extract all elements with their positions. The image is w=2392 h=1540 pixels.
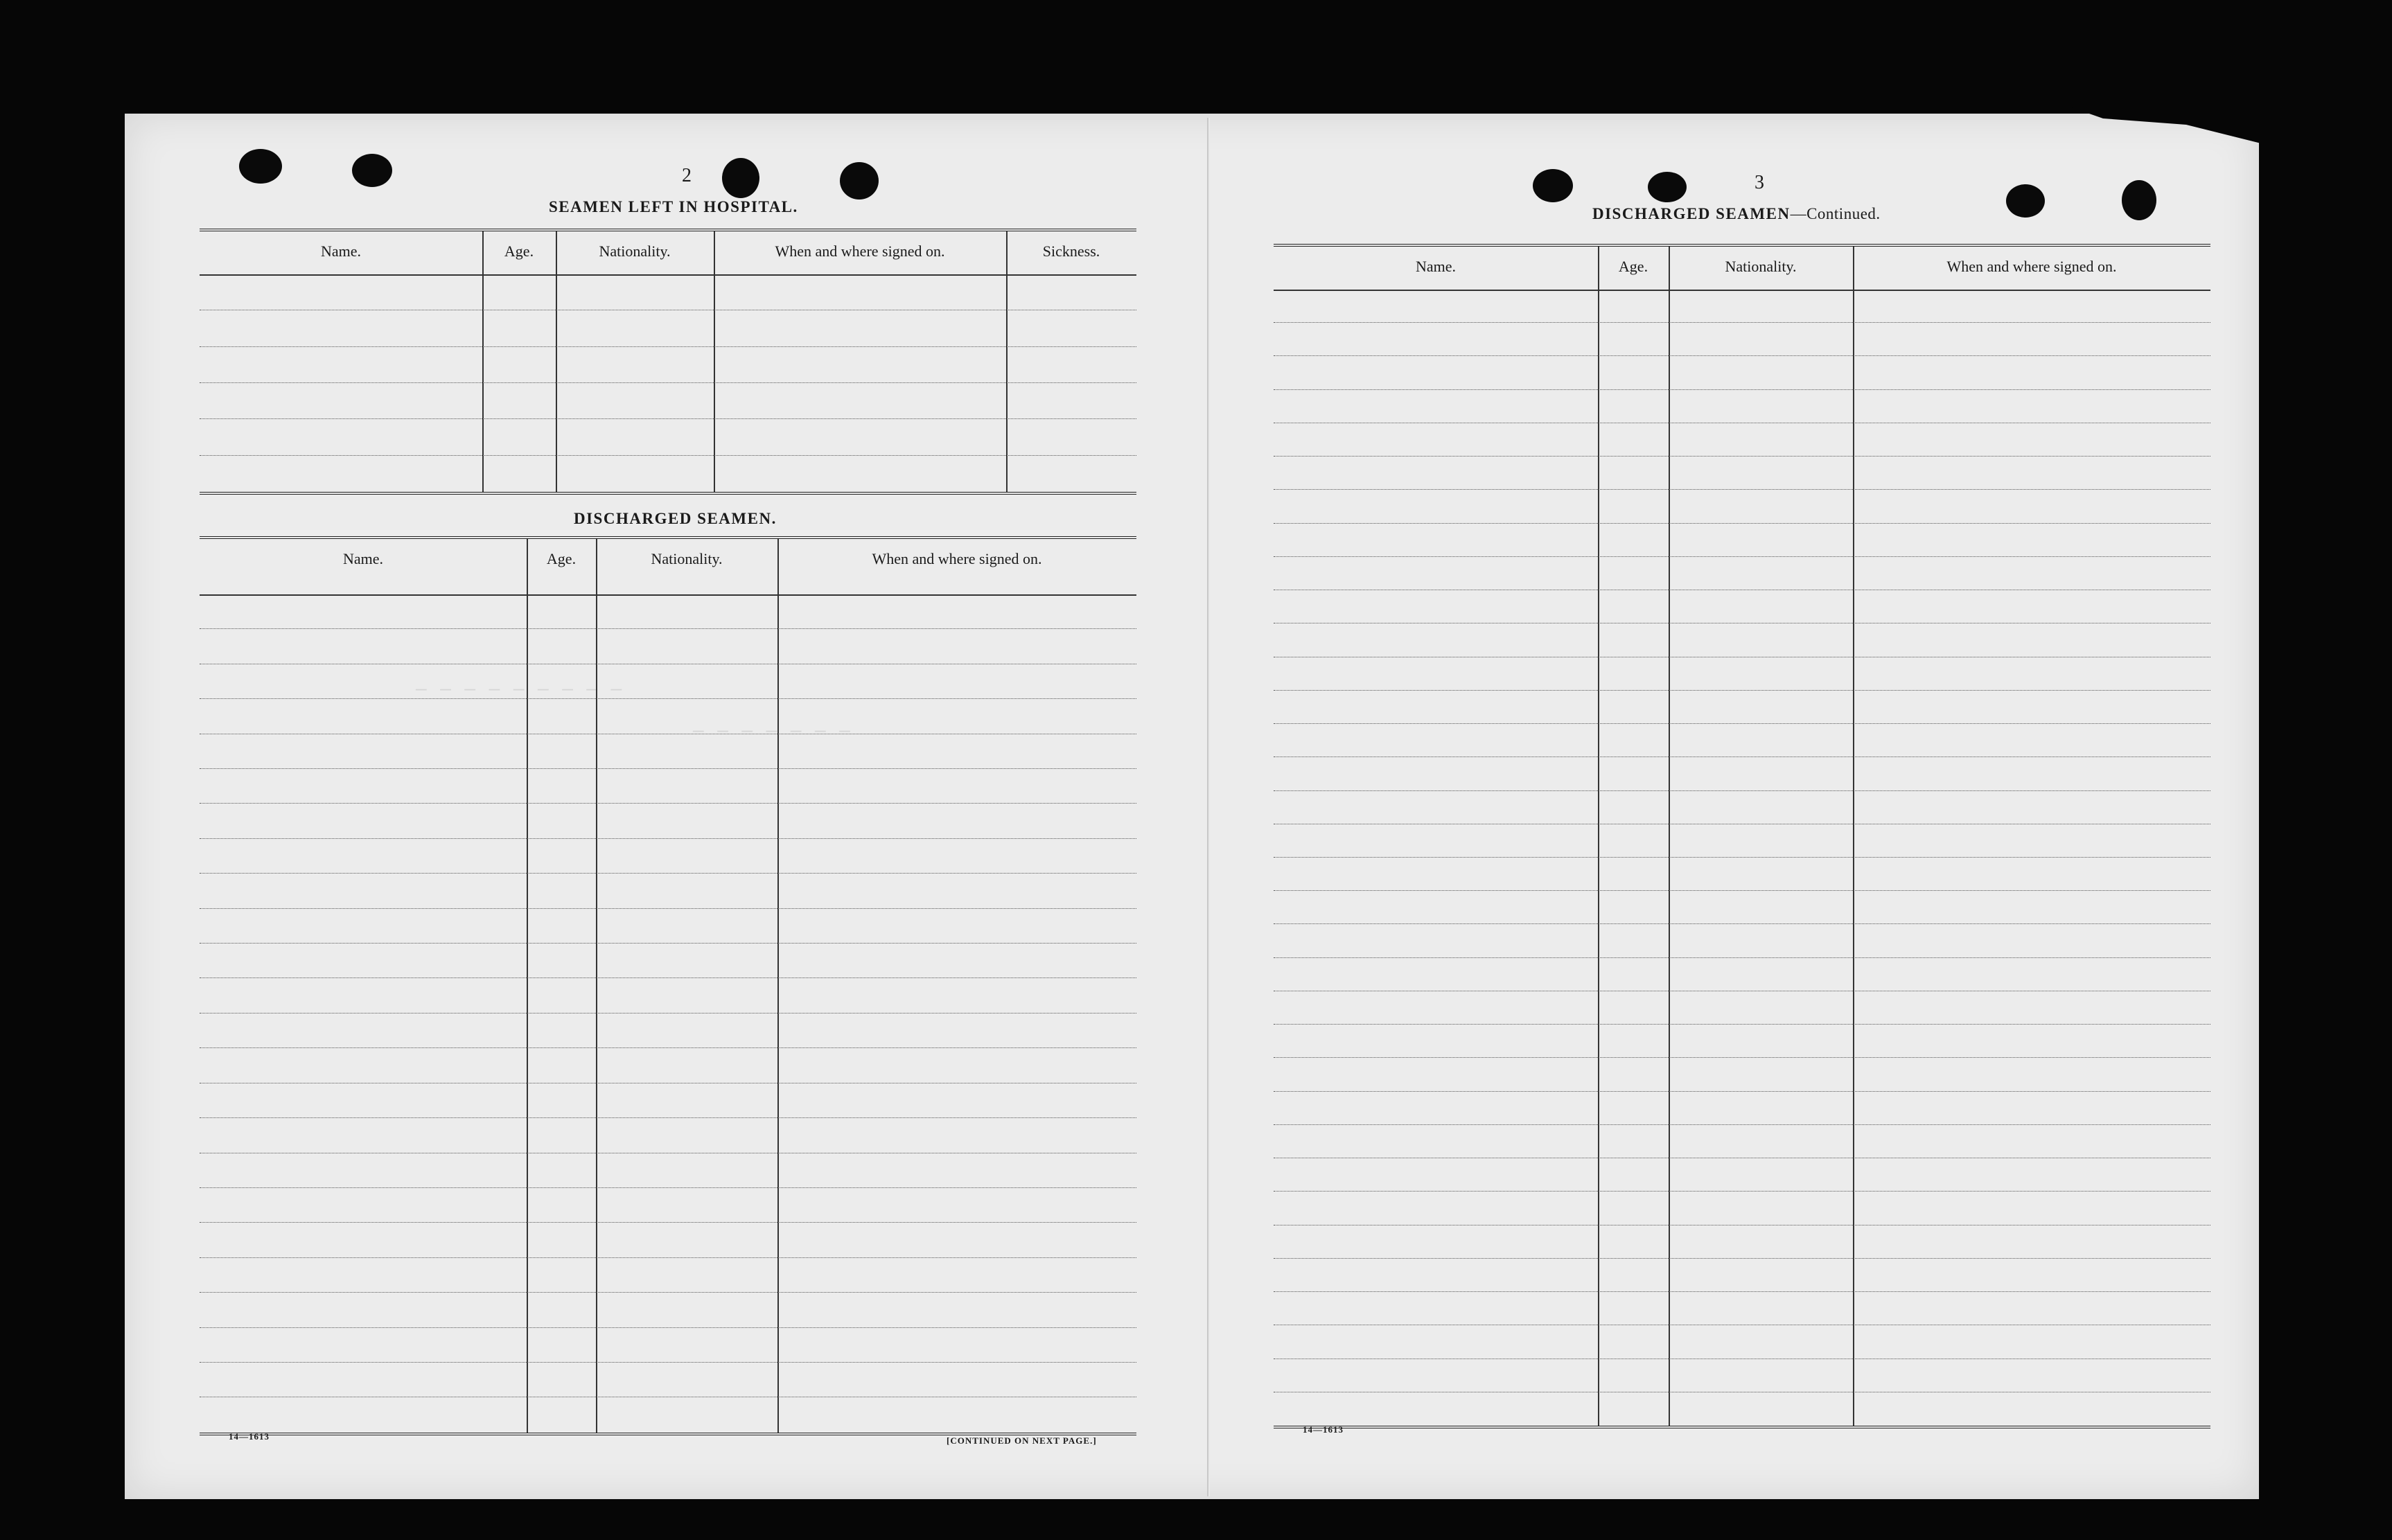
column-header-nationality: Nationality. xyxy=(599,242,671,260)
table-row xyxy=(1274,991,2210,1025)
title-main: DISCHARGED SEAMEN xyxy=(1592,205,1791,222)
table-row xyxy=(1274,1392,2210,1426)
table-rows xyxy=(200,594,1136,1433)
table-row xyxy=(1274,657,2210,691)
table-row xyxy=(200,274,1136,310)
form-number: 14—1613 xyxy=(229,1431,270,1442)
column-header-sickness: Sickness. xyxy=(1042,242,1100,260)
form-number: 14—1613 xyxy=(1303,1424,1344,1435)
table-row xyxy=(200,594,1136,629)
table-row xyxy=(1274,1058,2210,1091)
table-row xyxy=(200,1293,1136,1327)
column-header-signed-on: When and where signed on. xyxy=(775,242,945,260)
table-row xyxy=(200,978,1136,1013)
table-row xyxy=(1274,323,2210,356)
table-header xyxy=(1274,247,2210,291)
punch-hole xyxy=(2006,184,2045,218)
table-row xyxy=(200,456,1136,492)
hospital-section-title: SEAMEN LEFT IN HOSPITAL. xyxy=(549,198,798,215)
punch-hole xyxy=(352,154,392,187)
table-row xyxy=(1274,557,2210,590)
table-row xyxy=(200,1118,1136,1153)
table-row xyxy=(1274,891,2210,924)
table-row xyxy=(1274,623,2210,657)
column-header-name: Name. xyxy=(320,242,362,260)
table-row xyxy=(200,1153,1136,1188)
table-row xyxy=(200,1014,1136,1048)
table-header xyxy=(200,539,1136,596)
punch-hole xyxy=(1533,169,1573,202)
punch-hole xyxy=(722,158,759,198)
column-header-age: Age. xyxy=(504,242,534,260)
column-header-signed-on: When and where signed on. xyxy=(872,550,1042,567)
table-row xyxy=(200,1048,1136,1083)
table-rows xyxy=(200,274,1136,492)
punch-hole xyxy=(1648,172,1687,202)
table-row xyxy=(1274,356,2210,389)
table-row xyxy=(1274,791,2210,824)
table-row xyxy=(200,629,1136,664)
center-fold xyxy=(1207,118,1210,1496)
title-suffix: —Continued. xyxy=(1790,205,1881,222)
table-row xyxy=(1274,824,2210,858)
table-row xyxy=(200,734,1136,769)
table-row xyxy=(1274,958,2210,991)
table-row xyxy=(1274,1125,2210,1158)
punch-hole xyxy=(239,149,282,184)
page-number: 3 xyxy=(1755,172,1765,193)
table-row xyxy=(1274,724,2210,757)
table-row xyxy=(200,769,1136,804)
table-row xyxy=(200,909,1136,944)
table-row xyxy=(200,874,1136,908)
discharged-section-title: DISCHARGED SEAMEN. xyxy=(574,510,777,527)
table-row xyxy=(200,804,1136,838)
table-row xyxy=(1274,757,2210,790)
table-row xyxy=(1274,290,2210,323)
table-row xyxy=(1274,490,2210,523)
table-row xyxy=(200,1188,1136,1223)
bleed-through-text: — — — — — — — xyxy=(693,720,852,741)
page-number: 2 xyxy=(682,165,692,186)
table-row xyxy=(1274,1025,2210,1058)
table-row xyxy=(200,664,1136,699)
discharged-table xyxy=(200,536,1136,1435)
table-row xyxy=(1274,1158,2210,1192)
table-row xyxy=(200,1328,1136,1363)
table-row xyxy=(1274,457,2210,490)
hospital-table xyxy=(200,229,1136,495)
continued-note: [CONTINUED ON NEXT PAGE.] xyxy=(947,1435,1097,1446)
table-row xyxy=(1274,691,2210,724)
table-row xyxy=(200,1258,1136,1293)
table-row xyxy=(200,699,1136,734)
table-row xyxy=(1274,390,2210,423)
column-header-age: Age. xyxy=(546,550,577,567)
punch-hole xyxy=(840,162,879,200)
table-row xyxy=(200,310,1136,346)
column-header-name: Name. xyxy=(1415,258,1457,275)
bleed-through-text: — — — — — — — — — xyxy=(416,679,624,700)
table-row xyxy=(200,383,1136,419)
column-header-signed-on: When and where signed on. xyxy=(1946,258,2117,275)
table-row xyxy=(1274,590,2210,623)
column-header-name: Name. xyxy=(342,550,384,567)
table-row xyxy=(1274,1092,2210,1125)
table-row xyxy=(200,1083,1136,1118)
punch-hole xyxy=(2122,180,2156,220)
column-header-age: Age. xyxy=(1618,258,1648,275)
table-row xyxy=(1274,858,2210,891)
table-row xyxy=(1274,423,2210,457)
table-row xyxy=(1274,1259,2210,1292)
table-header xyxy=(200,231,1136,276)
discharged-continued-table xyxy=(1274,244,2210,1428)
column-header-nationality: Nationality. xyxy=(1725,258,1797,275)
table-row xyxy=(200,347,1136,383)
table-row xyxy=(200,839,1136,874)
table-row xyxy=(1274,924,2210,957)
table-row xyxy=(1274,1359,2210,1392)
table-row xyxy=(200,944,1136,978)
discharged-continued-title xyxy=(1592,205,1881,223)
table-row xyxy=(1274,1192,2210,1225)
column-header-nationality: Nationality. xyxy=(651,550,723,567)
table-row xyxy=(1274,1325,2210,1358)
table-row xyxy=(1274,1225,2210,1259)
table-row xyxy=(200,1223,1136,1257)
table-row xyxy=(200,419,1136,455)
table-rows xyxy=(1274,290,2210,1426)
table-row xyxy=(200,1397,1136,1432)
table-row xyxy=(1274,524,2210,557)
table-row xyxy=(200,1363,1136,1397)
table-row xyxy=(1274,1292,2210,1325)
